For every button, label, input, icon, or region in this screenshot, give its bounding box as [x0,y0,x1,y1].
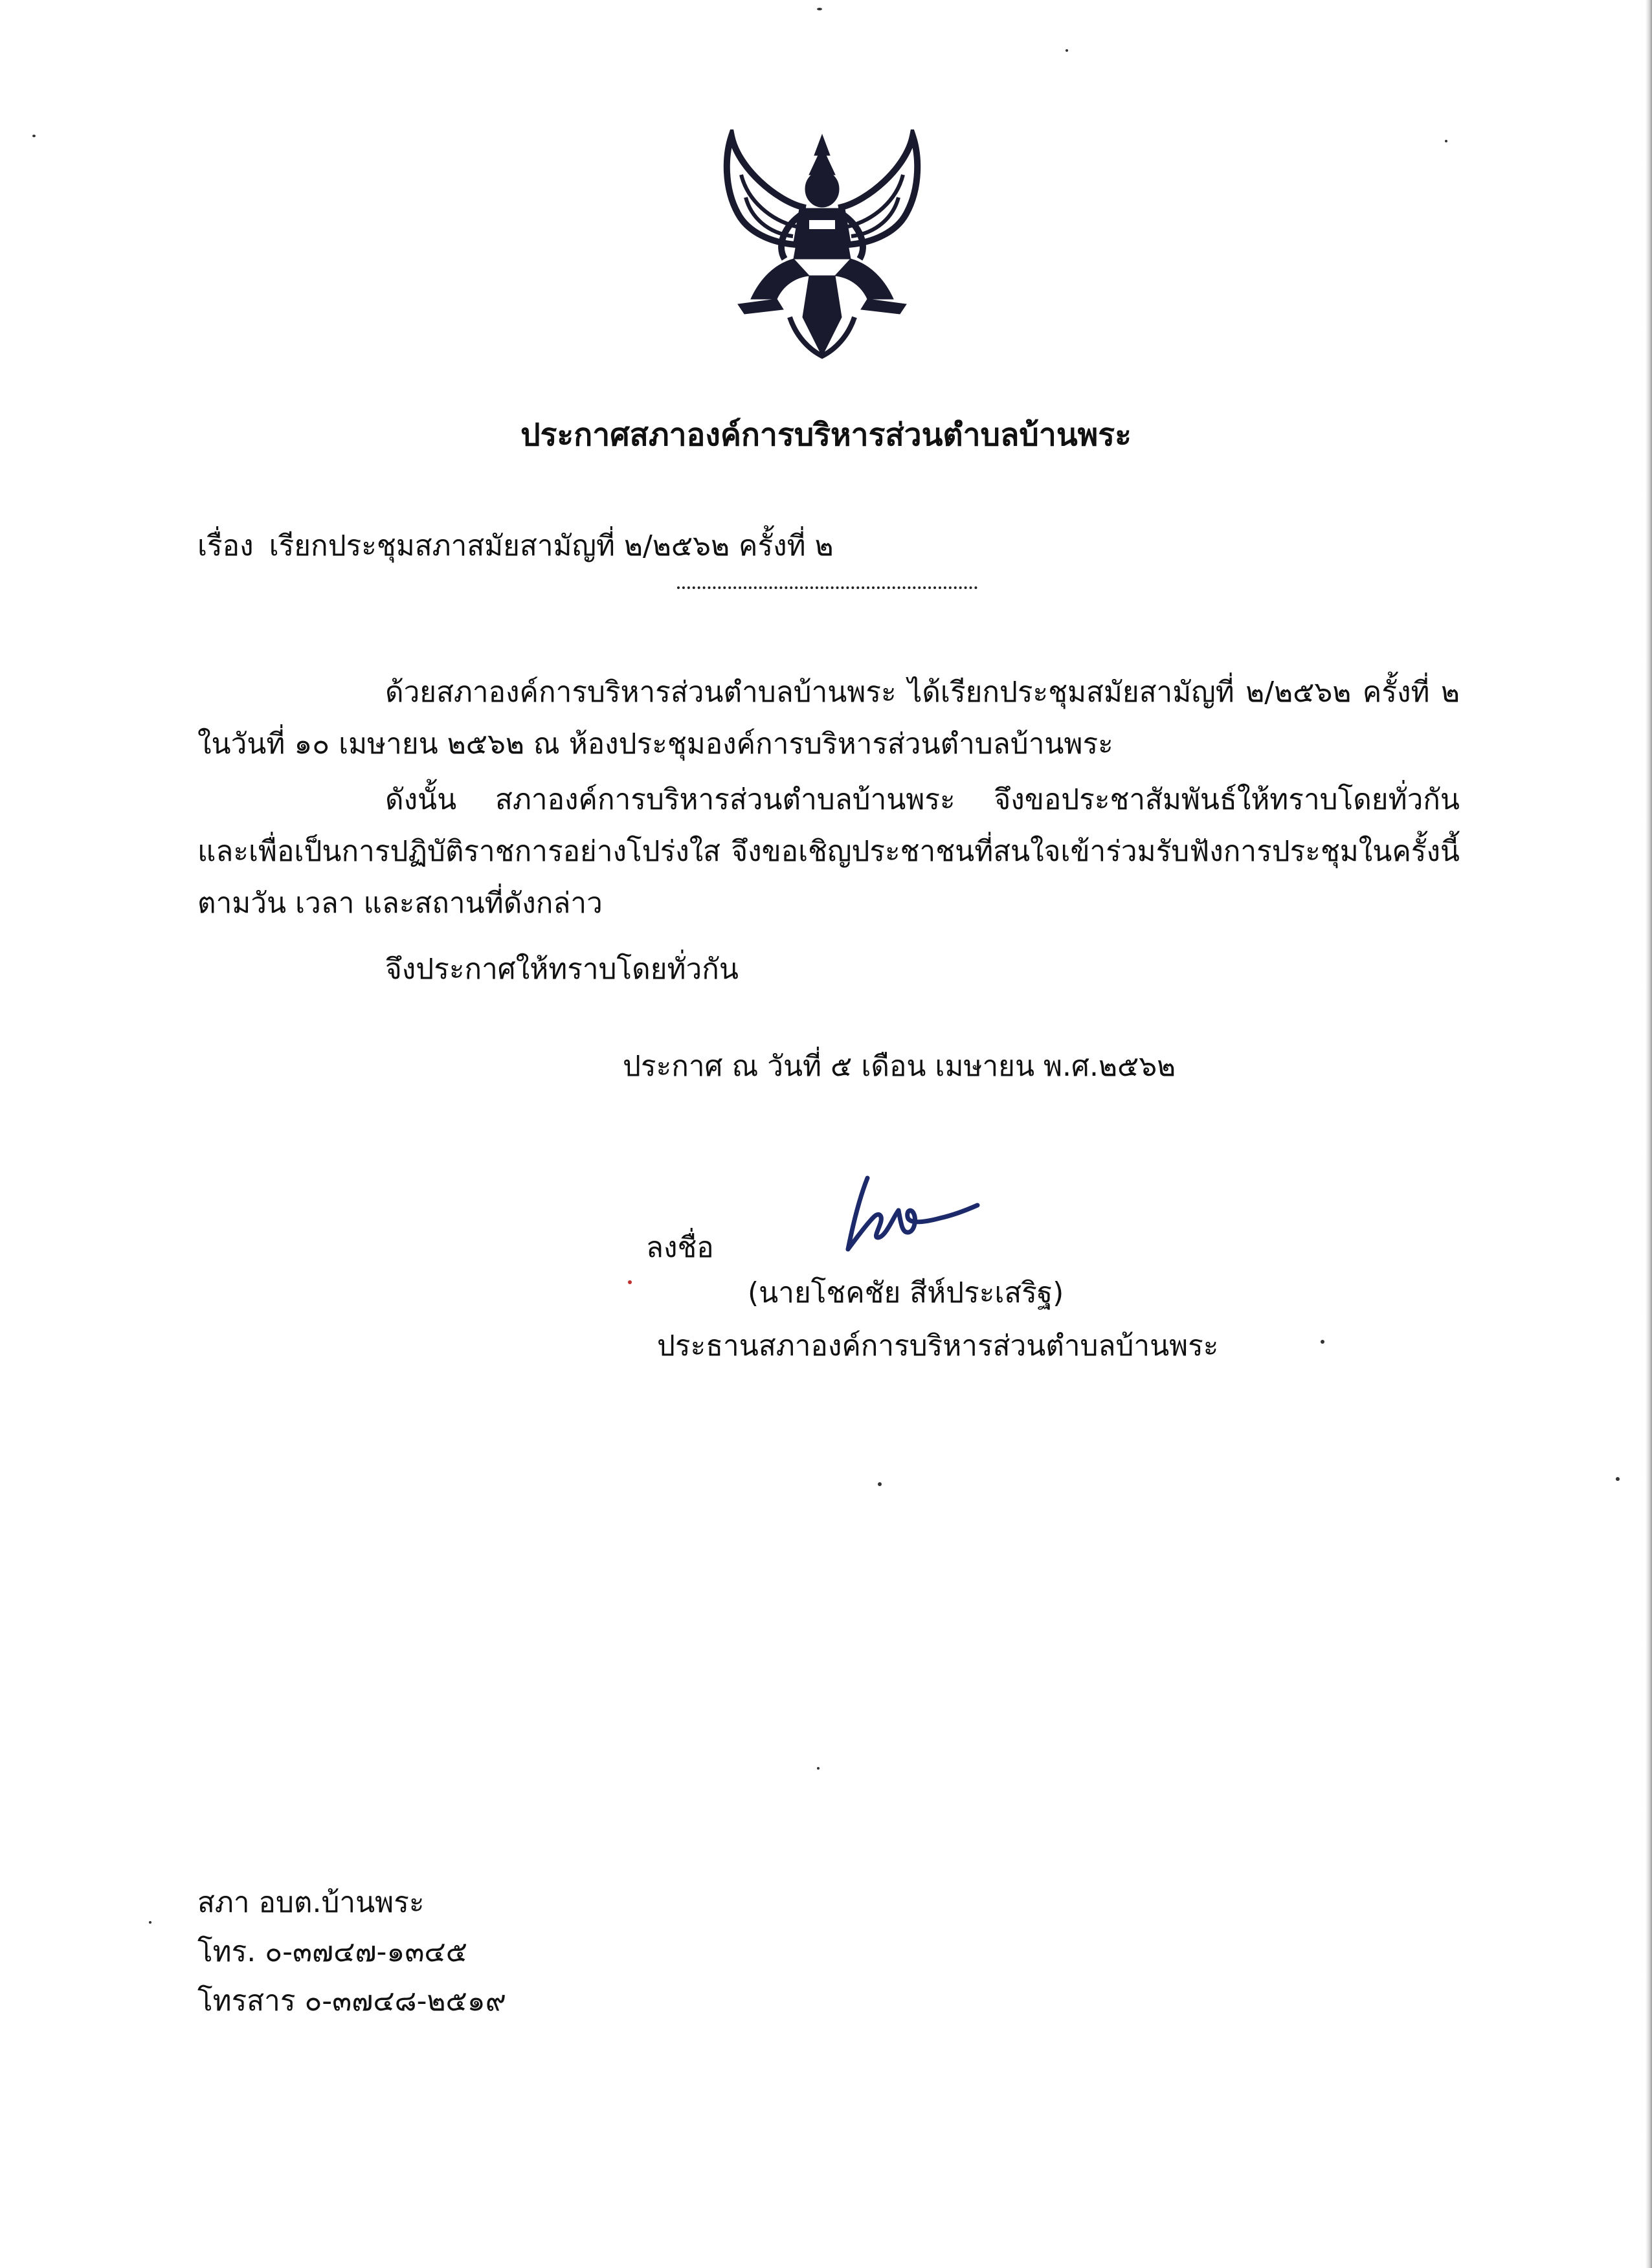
footer-phone: โทร. ๐-๓๗๔๗-๑๓๔๕ [197,1935,468,1968]
scan-speck [817,1767,820,1770]
scan-speck [1066,49,1068,52]
scan-speck [878,1482,882,1486]
closing-line: จึงประกาศให้ทราบโดยทั่วกัน [385,953,739,986]
sign-label: ลงชื่อ [646,1231,714,1264]
paragraph-2: ดังนั้น สภาองค์การบริหารส่วนตำบลบ้านพระ จึงขอประชาสัมพันธ์ให้ทราบโดยทั่วกัน และเพื่อเป็นการปฏิบัติราชการอย่างโปร่งใส จึงขอเชิญประชาชนที่สนใจเข้าร่วมรับฟังการประชุมในครั้งนี้ ตามวัน เวลา และสถานที่ดังกล่าว [197,783,1460,920]
scan-speck [628,1280,632,1284]
footer-office: สภา อบต.บ้านพระ [197,1886,425,1919]
scan-speck [149,1921,151,1924]
announcement-title: ประกาศสภาองค์การบริหารส่วนตำบลบ้านพระ [520,417,1132,453]
footer-fax: โทรสาร ๐-๓๗๔๘-๒๕๑๙ [197,1984,506,2018]
paragraph-1: ด้วยสภาองค์การบริหารส่วนตำบลบ้านพระ ได้เรียกประชุมสมัยสามัญที่ ๒/๒๕๖๒ ครั้งที่ ๒ ในวันที่ ๑๐ เมษายน ๒๕๖๒ ณ ห้องประชุมองค์การบริหารส่วนตำบลบ้านพระ [197,676,1460,761]
scan-speck [817,8,822,10]
separator [677,586,977,589]
scan-speck [1445,140,1447,142]
signer-position: ประธานสภาองค์การบริหารส่วนตำบลบ้านพระ [657,1329,1219,1362]
scan-edge-shadow [1646,0,1652,2268]
garuda-emblem-icon [712,129,932,369]
subject-text: เรียกประชุมสภาสมัยสามัญที่ ๒/๒๕๖๒ ครั้งที่ ๒ [269,529,834,562]
signer-name: (นายโชคชัย สีห์ประเสริฐ) [748,1276,1064,1309]
scan-speck [32,135,36,137]
scan-speck [1616,1477,1620,1481]
signature-image [829,1165,984,1262]
scan-speck [1321,1340,1324,1344]
subject-line [197,528,834,564]
contact-footer [197,1878,506,2026]
subject-label: เรื่อง [197,529,254,562]
date-line: ประกาศ ณ วันที่ ๕ เดือน เมษายน พ.ศ.๒๕๖๒ [623,1050,1176,1083]
